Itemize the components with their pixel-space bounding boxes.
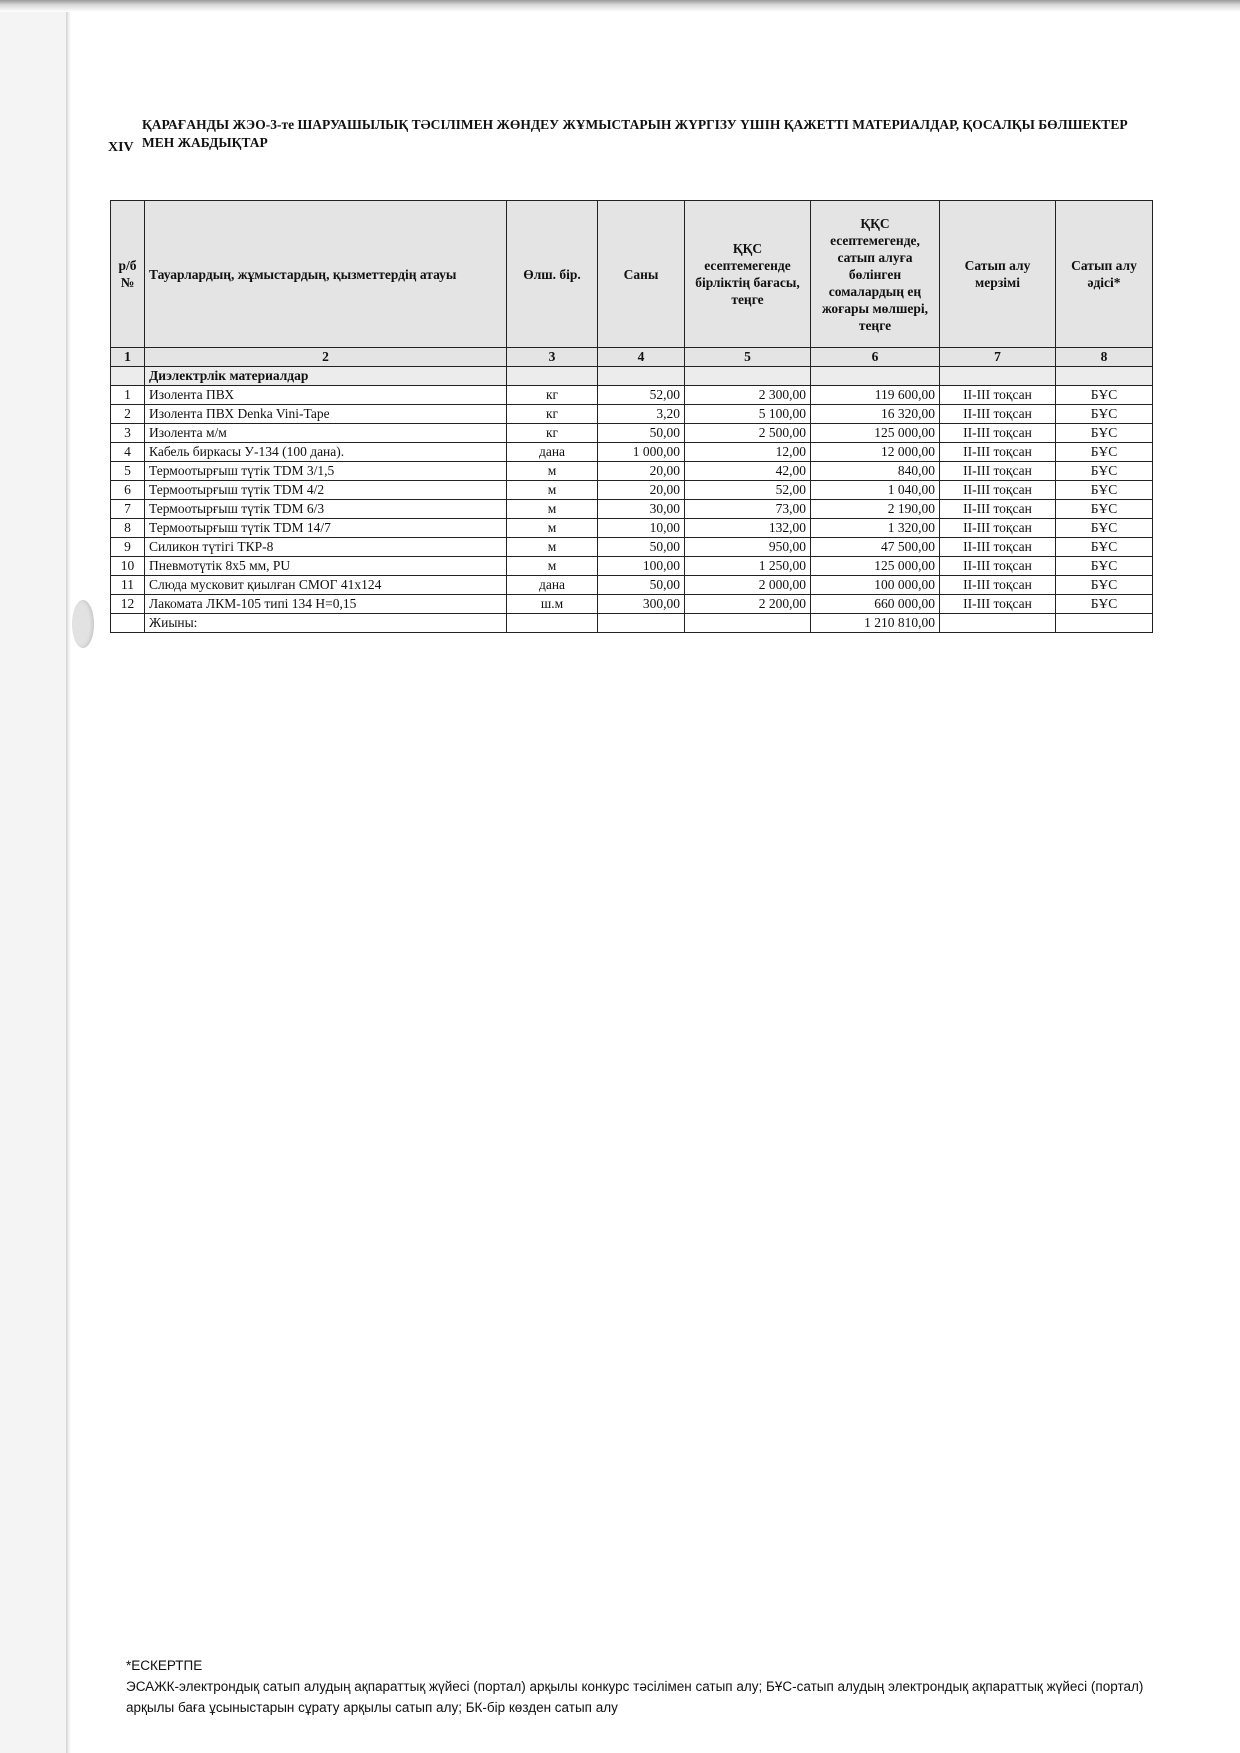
item-name-cell: Термоотырғыш түтік TDM 4/2 xyxy=(145,481,507,500)
column-index: 4 xyxy=(598,348,685,367)
item-name-cell: Термоотырғыш түтік TDM 3/1,5 xyxy=(145,462,507,481)
section-number: XIV xyxy=(108,140,134,155)
row-number-cell: 12 xyxy=(111,595,145,614)
unit-cell: дана xyxy=(507,443,598,462)
unit-price-cell: 2 000,00 xyxy=(685,576,811,595)
total-empty-cell xyxy=(1056,614,1153,633)
purchase-method-cell: БҰС xyxy=(1056,595,1153,614)
row-number-cell: 7 xyxy=(111,500,145,519)
total-empty-cell xyxy=(111,614,145,633)
total-empty-cell xyxy=(598,614,685,633)
purchase-period-cell: II-III тоқсан xyxy=(940,538,1056,557)
table-row xyxy=(111,481,1153,500)
item-name-cell: Изолента ПВХ Denka Vini-Tape xyxy=(145,405,507,424)
row-number-cell: 10 xyxy=(111,557,145,576)
purchase-period-cell: II-III тоқсан xyxy=(940,424,1056,443)
quantity-cell: 20,00 xyxy=(598,462,685,481)
unit-price-cell: 132,00 xyxy=(685,519,811,538)
punch-hole-mark xyxy=(72,600,94,648)
group-empty-cell xyxy=(685,367,811,386)
unit-price-cell: 73,00 xyxy=(685,500,811,519)
unit-price-cell: 12,00 xyxy=(685,443,811,462)
max-amount-cell: 12 000,00 xyxy=(811,443,940,462)
unit-price-cell: 42,00 xyxy=(685,462,811,481)
quantity-cell: 300,00 xyxy=(598,595,685,614)
purchase-method-cell: БҰС xyxy=(1056,386,1153,405)
quantity-cell: 3,20 xyxy=(598,405,685,424)
max-amount-cell: 660 000,00 xyxy=(811,595,940,614)
row-number-cell: 9 xyxy=(111,538,145,557)
group-empty-cell xyxy=(111,367,145,386)
unit-price-cell: 5 100,00 xyxy=(685,405,811,424)
max-amount-cell: 100 000,00 xyxy=(811,576,940,595)
max-amount-cell: 1 320,00 xyxy=(811,519,940,538)
purchase-method-cell: БҰС xyxy=(1056,462,1153,481)
header-purchase-method: Сатып алу әдісі* xyxy=(1056,201,1153,348)
unit-cell: м xyxy=(507,538,598,557)
purchase-method-cell: БҰС xyxy=(1056,519,1153,538)
column-index: 5 xyxy=(685,348,811,367)
unit-price-cell: 950,00 xyxy=(685,538,811,557)
column-index: 3 xyxy=(507,348,598,367)
unit-cell: кг xyxy=(507,424,598,443)
unit-cell: м xyxy=(507,500,598,519)
unit-cell: ш.м xyxy=(507,595,598,614)
quantity-cell: 30,00 xyxy=(598,500,685,519)
purchase-period-cell: II-III тоқсан xyxy=(940,386,1056,405)
max-amount-cell: 2 190,00 xyxy=(811,500,940,519)
purchase-method-cell: БҰС xyxy=(1056,500,1153,519)
table-row xyxy=(111,443,1153,462)
page-top-edge xyxy=(0,0,1240,12)
unit-price-cell: 2 300,00 xyxy=(685,386,811,405)
unit-price-cell: 52,00 xyxy=(685,481,811,500)
unit-cell: м xyxy=(507,462,598,481)
purchase-method-cell: БҰС xyxy=(1056,443,1153,462)
row-number-cell: 6 xyxy=(111,481,145,500)
header-quantity: Саны xyxy=(598,201,685,348)
group-label: Диэлектрлік материалдар xyxy=(145,367,507,386)
total-row xyxy=(111,614,1153,633)
footnote-text: ЭСАЖК-электрондық сатып алудың ақпараттық жүйесі (портал) арқылы конкурс тәсілімен сатып алу; БҰС-сатып алудың электрондық ақпараттық жүйесі (портал) арқылы баға ұсыныстарын сұрату арқылы сатып алу; БК-бір көзден сатып алу xyxy=(126,1679,1144,1715)
total-value: 1 210 810,00 xyxy=(811,614,940,633)
row-number-cell: 8 xyxy=(111,519,145,538)
item-name-cell: Термоотырғыш түтік TDM 14/7 xyxy=(145,519,507,538)
header-unit: Өлш. бір. xyxy=(507,201,598,348)
table-row xyxy=(111,576,1153,595)
table-row xyxy=(111,519,1153,538)
quantity-cell: 50,00 xyxy=(598,424,685,443)
table-row xyxy=(111,386,1153,405)
purchase-period-cell: II-III тоқсан xyxy=(940,557,1056,576)
quantity-cell: 50,00 xyxy=(598,576,685,595)
max-amount-cell: 119 600,00 xyxy=(811,386,940,405)
header-purchase-period: Сатып алу мерзімі xyxy=(940,201,1056,348)
scan-margin-shadow xyxy=(0,0,66,1753)
row-number-cell: 4 xyxy=(111,443,145,462)
total-empty-cell xyxy=(940,614,1056,633)
row-number-cell: 5 xyxy=(111,462,145,481)
unit-cell: кг xyxy=(507,405,598,424)
purchase-method-cell: БҰС xyxy=(1056,424,1153,443)
purchase-period-cell: II-III тоқсан xyxy=(940,443,1056,462)
header-max-amount: ҚҚС есептемегенде, сатып алуға бөлінген сомалардың ең жоғары мөлшері, теңге xyxy=(811,201,940,348)
table-row xyxy=(111,557,1153,576)
purchase-method-cell: БҰС xyxy=(1056,576,1153,595)
max-amount-cell: 47 500,00 xyxy=(811,538,940,557)
table-row xyxy=(111,500,1153,519)
quantity-cell: 100,00 xyxy=(598,557,685,576)
purchase-method-cell: БҰС xyxy=(1056,405,1153,424)
column-index: 1 xyxy=(111,348,145,367)
table-row xyxy=(111,405,1153,424)
quantity-cell: 52,00 xyxy=(598,386,685,405)
row-number-cell: 2 xyxy=(111,405,145,424)
procurement-table xyxy=(110,200,1153,633)
total-empty-cell xyxy=(685,614,811,633)
purchase-period-cell: II-III тоқсан xyxy=(940,405,1056,424)
table-row xyxy=(111,462,1153,481)
purchase-period-cell: II-III тоқсан xyxy=(940,500,1056,519)
header-unit-price: ҚҚС есептемегенде бірліктің бағасы, теңге xyxy=(685,201,811,348)
max-amount-cell: 16 320,00 xyxy=(811,405,940,424)
table-header-row xyxy=(111,201,1153,348)
item-name-cell: Пневмотүтік 8х5 мм, PU xyxy=(145,557,507,576)
row-number-cell: 11 xyxy=(111,576,145,595)
group-empty-cell xyxy=(598,367,685,386)
item-name-cell: Термоотырғыш түтік TDM 6/3 xyxy=(145,500,507,519)
group-row xyxy=(111,367,1153,386)
page-left-edge xyxy=(66,0,71,1753)
quantity-cell: 50,00 xyxy=(598,538,685,557)
unit-cell: м xyxy=(507,519,598,538)
unit-price-cell: 1 250,00 xyxy=(685,557,811,576)
table-row xyxy=(111,538,1153,557)
max-amount-cell: 1 040,00 xyxy=(811,481,940,500)
purchase-period-cell: II-III тоқсан xyxy=(940,481,1056,500)
purchase-period-cell: II-III тоқсан xyxy=(940,576,1056,595)
unit-price-cell: 2 200,00 xyxy=(685,595,811,614)
unit-cell: м xyxy=(507,481,598,500)
header-item-name: Тауарлардың, жұмыстардың, қызметтердің атауы xyxy=(145,201,507,348)
footnote xyxy=(126,1655,1146,1718)
footnote-title: *ЕСКЕРТПЕ xyxy=(126,1658,203,1673)
purchase-method-cell: БҰС xyxy=(1056,557,1153,576)
total-label: Жиыны: xyxy=(145,614,507,633)
purchase-method-cell: БҰС xyxy=(1056,538,1153,557)
quantity-cell: 1 000,00 xyxy=(598,443,685,462)
item-name-cell: Изолента м/м xyxy=(145,424,507,443)
max-amount-cell: 125 000,00 xyxy=(811,557,940,576)
group-empty-cell xyxy=(1056,367,1153,386)
column-index-row xyxy=(111,348,1153,367)
item-name-cell: Силикон түтігі ТКР-8 xyxy=(145,538,507,557)
unit-cell: дана xyxy=(507,576,598,595)
row-number-cell: 1 xyxy=(111,386,145,405)
purchase-period-cell: II-III тоқсан xyxy=(940,519,1056,538)
item-name-cell: Слюда мусковит қиылған СМОГ 41х124 xyxy=(145,576,507,595)
unit-price-cell: 2 500,00 xyxy=(685,424,811,443)
column-index: 2 xyxy=(145,348,507,367)
row-number-cell: 3 xyxy=(111,424,145,443)
purchase-period-cell: II-III тоқсан xyxy=(940,462,1056,481)
column-index: 8 xyxy=(1056,348,1153,367)
column-index: 7 xyxy=(940,348,1056,367)
section-title: ҚАРАҒАНДЫ ЖЭО-3-те ШАРУАШЫЛЫҚ ТӘСІЛІМЕН ЖӨНДЕУ ЖҰМЫСТАРЫН ЖҮРГІЗУ ҮШІН ҚАЖЕТТІ МАТЕРИАЛДАР, ҚОСАЛҚЫ БӨЛШЕКТЕР МЕН ЖАБДЫҚТАР xyxy=(142,117,1128,150)
quantity-cell: 10,00 xyxy=(598,519,685,538)
group-empty-cell xyxy=(940,367,1056,386)
purchase-period-cell: II-III тоқсан xyxy=(940,595,1056,614)
item-name-cell: Лакомата ЛКМ-105 типі 134 Н=0,15 xyxy=(145,595,507,614)
table-row xyxy=(111,595,1153,614)
total-empty-cell xyxy=(507,614,598,633)
group-empty-cell xyxy=(507,367,598,386)
unit-cell: кг xyxy=(507,386,598,405)
header-row-number: р/б № xyxy=(111,201,145,348)
group-empty-cell xyxy=(811,367,940,386)
item-name-cell: Кабель биркасы У-134 (100 дана). xyxy=(145,443,507,462)
max-amount-cell: 840,00 xyxy=(811,462,940,481)
column-index: 6 xyxy=(811,348,940,367)
quantity-cell: 20,00 xyxy=(598,481,685,500)
max-amount-cell: 125 000,00 xyxy=(811,424,940,443)
table-row xyxy=(111,424,1153,443)
item-name-cell: Изолента ПВХ xyxy=(145,386,507,405)
purchase-method-cell: БҰС xyxy=(1056,481,1153,500)
unit-cell: м xyxy=(507,557,598,576)
